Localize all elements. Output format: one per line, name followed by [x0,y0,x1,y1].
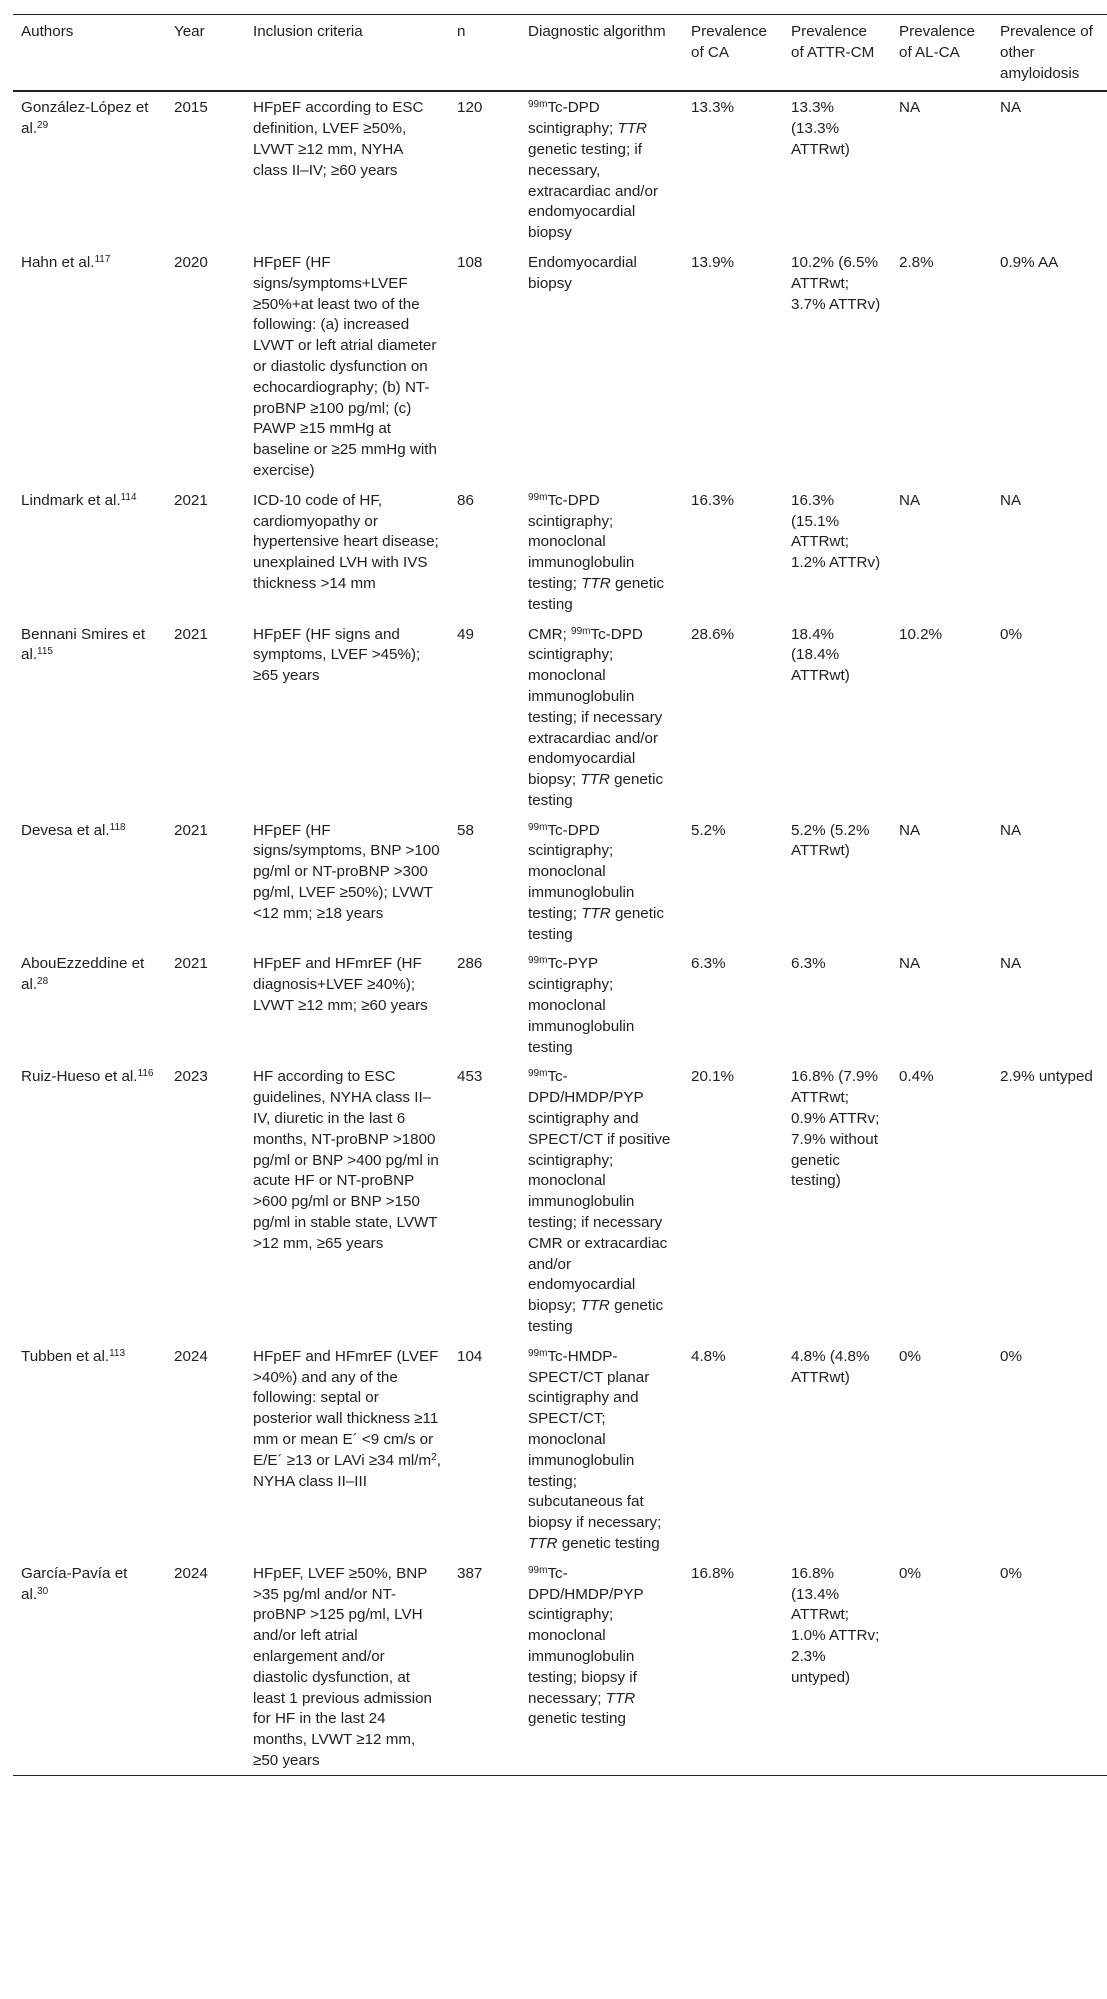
header-authors: Authors [21,23,74,40]
cell-year: 2023 [174,1068,208,1086]
cell-authors [13,948,166,1061]
cell-prevalence-al-ca: 0% [899,1347,921,1365]
cell-inclusion-criteria: HFpEF, LVEF ≥50%, BNP >35 pg/ml and/or NT-proBNP >125 pg/ml, LVH and/or left atrial enlargement and/or diastolic dysfunction, at least 1 previous admission for HF in the last 24 months, LVWT ≥12 mm, ≥50 years [253,1564,432,1769]
cell-n: 120 [457,99,483,117]
cell-prevalence-attr-cm: 13.3% (13.3% ATTRwt) [791,99,850,158]
cell-year: 2024 [174,1564,208,1582]
reference-number: 118 [109,821,126,833]
cell-diagnostic-algorithm: $^{99m}$Tc-DPD scintigraphy; monoclonal immunoglobulin testing; TTR genetic testing [528,821,664,943]
table-row [13,619,1107,815]
cell-authors [13,619,166,815]
author-name: García-Pavía et al. [21,1564,128,1603]
header-prevalence-other: Prevalence of other amyloidosis [1000,23,1093,82]
author-name: Devesa et al. [21,821,110,839]
cell-prevalence-attr-cm: 16.8% (13.4% ATTRwt; 1.0% ATTRv; 2.3% untyped) [791,1564,880,1686]
cell-prevalence-ca: 5.2% [691,821,726,839]
cell-prevalence-ca: 13.9% [691,253,735,271]
cell-authors [13,247,166,485]
cell-n: 286 [457,955,483,973]
table-row [13,948,1107,1061]
table-row [13,1341,1107,1558]
author-name: Ruiz-Hueso et al. [21,1068,138,1086]
cell-authors [13,1061,166,1340]
cell-year: 2021 [174,625,208,643]
author-name: AbouEzzeddine et al. [21,955,145,994]
author-name: Lindmark et al. [21,491,121,509]
reference-number: 28 [37,976,49,988]
cell-prevalence-ca: 6.3% [691,955,726,973]
cell-prevalence-attr-cm: 6.3% [791,955,826,973]
cell-prevalence-other: 0% [1000,1347,1022,1365]
cell-year: 2024 [174,1347,208,1365]
cell-n: 58 [457,821,474,839]
cell-diagnostic-algorithm: $^{99m}$Tc-HMDP-SPECT/CT planar scintigraphy and SPECT/CT; monoclonal immunoglobulin testing; subcutaneous fat biopsy if necessary; TTR genetic testing [528,1347,662,1552]
cell-prevalence-other: 0% [1000,625,1022,643]
cell-prevalence-ca: 16.8% [691,1564,735,1582]
cell-n: 387 [457,1564,483,1582]
cell-n: 453 [457,1068,483,1086]
author-name: González-López et al. [21,99,149,138]
header-prevalence-ca: Prevalence of CA [691,23,767,61]
cell-year: 2021 [174,955,208,973]
table-header [13,15,1107,92]
cell-prevalence-al-ca: NA [899,491,921,509]
cell-prevalence-other: 0% [1000,1564,1022,1582]
table-row [13,815,1107,949]
cell-inclusion-criteria: HFpEF according to ESC definition, LVEF ≥50%, LVWT ≥12 mm, NYHA class II–IV; ≥60 years [253,99,424,179]
cell-prevalence-ca: 28.6% [691,625,735,643]
cell-inclusion-criteria: HFpEF (HF signs/symptoms+LVEF ≥50%+at least two of the following: (a) increased LVWT or left atrial diameter or diastolic dysfunction on echocardiography; (b) NT-proBNP ≥100 pg/ml; (c) PAWP ≥15 mmHg at baseline or ≥25 mmHg with exercise) [253,253,437,479]
reference-number: 114 [120,491,137,503]
prevalence-table [13,14,1107,1776]
cell-prevalence-al-ca: NA [899,821,921,839]
cell-inclusion-criteria: HFpEF and HFmrEF (HF diagnosis+LVEF ≥40%); LVWT ≥12 mm; ≥60 years [253,955,428,1015]
cell-prevalence-other: NA [1000,955,1022,973]
cell-diagnostic-algorithm: $^{99m}$Tc-DPD/HMDP/PYP scintigraphy and SPECT/CT if positive scintigraphy; monoclonal immunoglobulin testing; if necessary CMR or extracardiac and/or endomyocardial biopsy; TTR genetic testing [528,1068,671,1336]
cell-prevalence-other: 2.9% untyped [1000,1068,1093,1086]
cell-n: 104 [457,1347,483,1365]
header-n: n [457,23,466,40]
cell-prevalence-attr-cm: 10.2% (6.5% ATTRwt; 3.7% ATTRv) [791,253,881,313]
cell-prevalence-ca: 20.1% [691,1068,735,1086]
cell-inclusion-criteria: HFpEF (HF signs/symptoms, BNP >100 pg/ml or NT-proBNP >300 pg/ml, LVEF ≥50%); LVWT <12 mm; ≥18 years [253,821,440,922]
cell-prevalence-al-ca: 2.8% [899,253,934,271]
cell-n: 108 [457,253,483,271]
cell-inclusion-criteria: HFpEF and HFmrEF (LVEF >40%) and any of the following: septal or posterior wall thickness ≥11 mm or mean E´ <9 cm/s or E/E´ ≥13 or LAVi ≥34 $ml/m^2$, NYHA class II–III [253,1347,441,1490]
cell-prevalence-ca: 4.8% [691,1347,726,1365]
header-prevalence-al-ca: Prevalence of AL-CA [899,23,975,61]
cell-inclusion-criteria: ICD-10 code of HF, cardiomyopathy or hypertensive heart disease; unexplained LVH with IVS thickness >14 mm [253,491,439,592]
cell-prevalence-attr-cm: 16.3% (15.1% ATTRwt; 1.2% ATTRv) [791,491,881,572]
author-name: Hahn et al. [21,253,95,271]
header-row [13,15,1107,92]
table-row [13,1061,1107,1340]
cell-inclusion-criteria: HF according to ESC guidelines, NYHA class II–IV, diuretic in the last 6 months, NT-proBNP >1800 pg/ml or BNP >400 pg/ml in acute HF or NT-proBNP >600 pg/ml or BNP >150 pg/ml in stable state, LVWT >12 mm, ≥65 years [253,1068,439,1252]
cell-diagnostic-algorithm: $^{99m}$Tc-DPD scintigraphy; TTR genetic testing; if necessary, extracardiac and/or endomyocardial biopsy [528,99,659,242]
reference-number: 115 [37,646,53,658]
cell-prevalence-other: NA [1000,821,1022,839]
table-row [13,1558,1107,1775]
cell-year: 2020 [174,253,208,271]
header-prevalence-attr-cm: Prevalence of ATTR-CM [791,23,875,61]
prevalence-table-container [13,14,1107,1776]
table-row [13,485,1107,619]
table-row [13,91,1107,247]
cell-year: 2015 [174,99,208,117]
reference-number: 30 [37,1585,49,1597]
cell-prevalence-attr-cm: 16.8% (7.9% ATTRwt; 0.9% ATTRv; 7.9% without genetic testing) [791,1068,880,1190]
cell-prevalence-al-ca: NA [899,955,921,973]
reference-number: 117 [94,253,111,265]
cell-prevalence-ca: 16.3% [691,491,735,509]
reference-number: 113 [109,1347,126,1359]
cell-prevalence-ca: 13.3% [691,99,735,117]
header-inclusion-criteria: Inclusion criteria [253,23,363,40]
cell-authors [13,1558,166,1775]
cell-n: 86 [457,491,474,509]
cell-authors [13,485,166,619]
cell-year: 2021 [174,821,208,839]
cell-authors [13,91,166,247]
table-row [13,247,1107,485]
table-body [13,91,1107,1775]
cell-prevalence-other: 0.9% AA [1000,253,1059,271]
cell-diagnostic-algorithm: $^{99m}$Tc-DPD/HMDP/PYP scintigraphy; monoclonal immunoglobulin testing; biopsy if necessary; TTR genetic testing [528,1564,644,1728]
author-name: Bennani Smires et al. [21,625,146,664]
reference-number: 116 [137,1068,154,1080]
cell-prevalence-other: NA [1000,99,1022,117]
cell-prevalence-other: NA [1000,491,1022,509]
header-year: Year [174,23,205,40]
cell-prevalence-attr-cm: 4.8% (4.8% ATTRwt) [791,1347,870,1386]
cell-diagnostic-algorithm: $^{99m}$Tc-DPD scintigraphy; monoclonal immunoglobulin testing; TTR genetic testing [528,491,664,613]
cell-prevalence-attr-cm: 18.4% (18.4% ATTRwt) [791,625,850,685]
cell-prevalence-al-ca: NA [899,99,921,117]
cell-prevalence-al-ca: 10.2% [899,625,943,643]
cell-prevalence-al-ca: 0.4% [899,1068,934,1086]
cell-authors [13,1341,166,1558]
cell-authors [13,815,166,949]
header-diagnostic-algorithm: Diagnostic algorithm [528,23,666,40]
author-name: Tubben et al. [21,1347,110,1365]
cell-n: 49 [457,625,474,643]
reference-number: 29 [37,120,49,132]
cell-prevalence-attr-cm: 5.2% (5.2% ATTRwt) [791,821,870,860]
cell-prevalence-al-ca: 0% [899,1564,921,1582]
cell-diagnostic-algorithm: CMR; $^{99m}$Tc-DPD scintigraphy; monoclonal immunoglobulin testing; if necessary extracardiac and/or endomyocardial biopsy; TTR genetic testing [528,625,664,809]
cell-diagnostic-algorithm: Endomyocardial biopsy [528,253,637,292]
cell-diagnostic-algorithm: $^{99m}$Tc-PYP scintigraphy; monoclonal immunoglobulin testing [528,955,635,1056]
cell-inclusion-criteria: HFpEF (HF signs and symptoms, LVEF >45%); ≥65 years [253,625,421,685]
cell-year: 2021 [174,491,208,509]
